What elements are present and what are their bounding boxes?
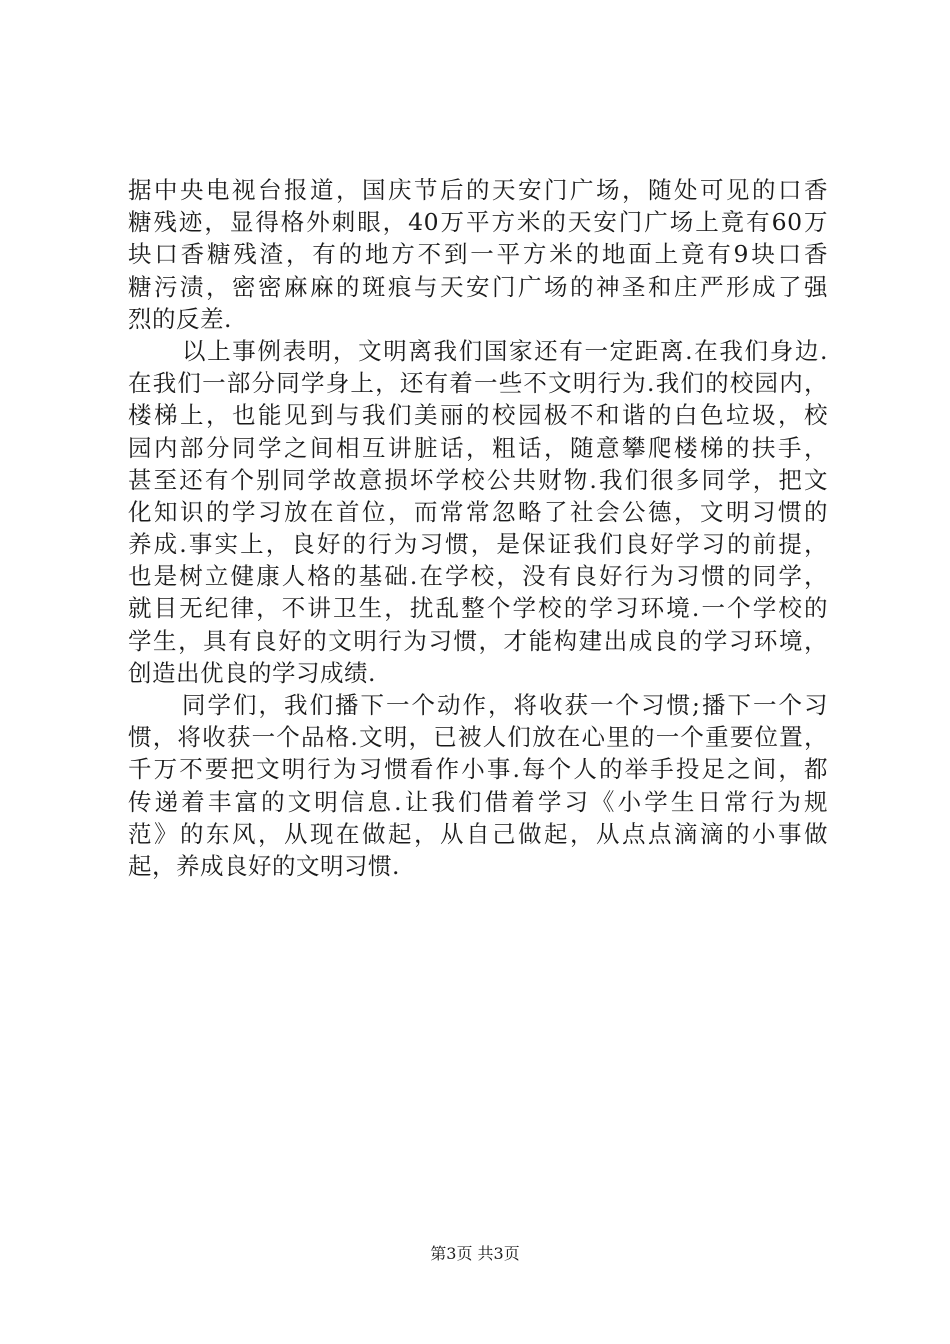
paragraph-3 xyxy=(128,689,828,882)
page-footer xyxy=(0,1244,950,1264)
text-line: 糖残迹，显得格外刺眼，40万平方米的天安门广场上竟有60万 xyxy=(128,208,828,237)
text-line: 糖污渍，密密麻麻的斑痕与天安门广场的神圣和庄严形成了强 xyxy=(128,272,828,301)
text-line: 楼梯上，也能见到与我们美丽的校园极不和谐的白色垃圾，校 xyxy=(128,401,828,430)
text-line: 养成.事实上，良好的行为习惯，是保证我们良好学习的前提， xyxy=(128,530,828,559)
text-line: 据中央电视台报道，国庆节后的天安门广场，随处可见的口香 xyxy=(128,176,828,204)
text-line: 起，养成良好的文明习惯. xyxy=(128,851,400,880)
text-line: 范》的东风，从现在做起，从自己做起，从点点滴滴的小事做 xyxy=(128,819,828,848)
text-line: 创造出优良的学习成绩. xyxy=(128,658,376,687)
text-line: 同学们，我们播下一个动作，将收获一个习惯;播下一个习 xyxy=(182,691,828,719)
text-line: 以上事例表明，文明离我们国家还有一定距离.在我们身边. xyxy=(182,336,828,365)
document-body xyxy=(128,174,828,882)
paragraph-1 xyxy=(128,174,828,335)
text-line: 惯，将收获一个品格.文明，已被人们放在心里的一个重要位置， xyxy=(128,723,828,752)
page-number-label: 第3页 共3页 xyxy=(430,1244,520,1263)
text-line: 块口香糖残渣，有的地方不到一平方米的地面上竟有9块口香 xyxy=(128,240,828,269)
paragraph-2 xyxy=(128,335,828,689)
text-line: 园内部分同学之间相互讲脏话，粗话，随意攀爬楼梯的扶手， xyxy=(128,433,828,462)
text-line: 化知识的学习放在首位，而常常忽略了社会公德，文明习惯的 xyxy=(128,497,828,526)
text-line: 千万不要把文明行为习惯看作小事.每个人的举手投足之间，都 xyxy=(128,755,828,784)
text-line: 就目无纪律，不讲卫生，扰乱整个学校的学习环境.一个学校的 xyxy=(128,594,828,623)
text-line: 甚至还有个别同学故意损坏学校公共财物.我们很多同学，把文 xyxy=(128,465,828,494)
text-line: 学生，具有良好的文明行为习惯，才能构建出成良的学习环境， xyxy=(128,626,828,655)
text-line: 也是树立健康人格的基础.在学校，没有良好行为习惯的同学， xyxy=(128,562,828,591)
text-line: 传递着丰富的文明信息.让我们借着学习《小学生日常行为规 xyxy=(128,787,828,816)
text-line: 在我们一部分同学身上，还有着一些不文明行为.我们的校园内， xyxy=(128,369,828,398)
text-line: 烈的反差. xyxy=(128,304,232,333)
